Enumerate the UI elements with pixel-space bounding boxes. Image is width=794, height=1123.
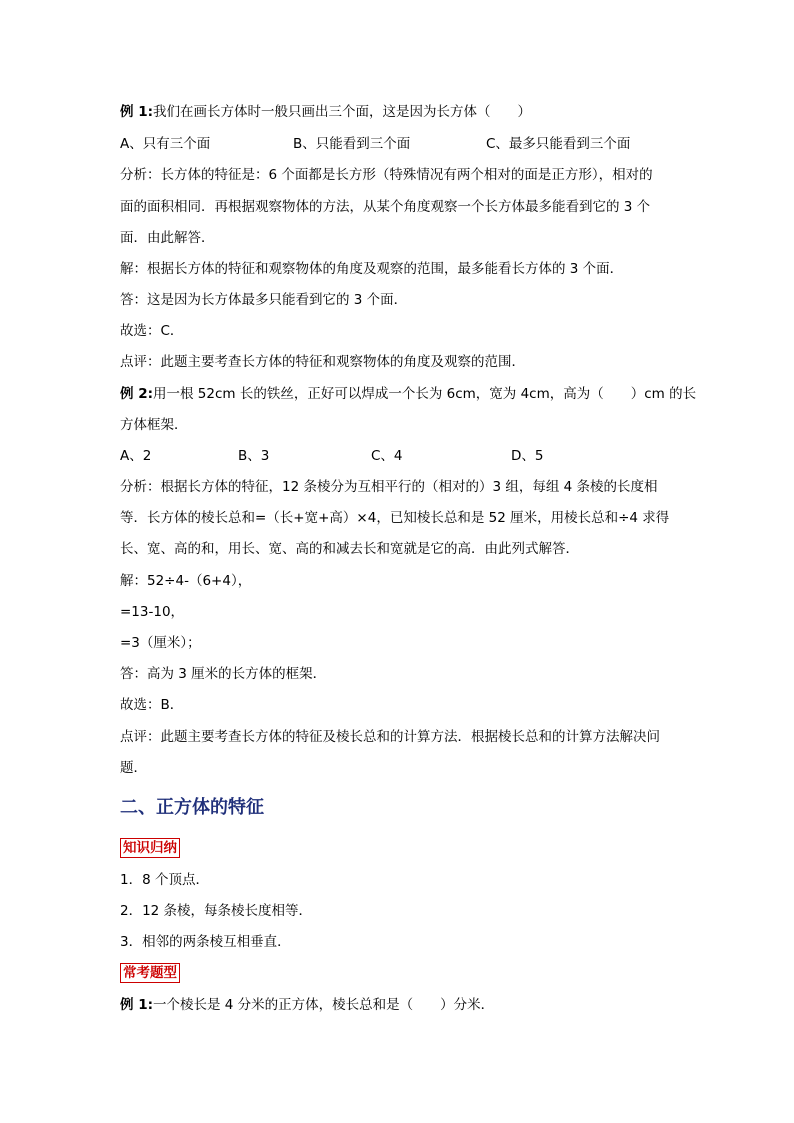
example-label: 例 1: (120, 997, 153, 1013)
question-text-continued: 方体框架． (120, 417, 188, 433)
option-a: A、2 (120, 448, 152, 464)
analysis-line: 面．由此解答． (120, 230, 215, 246)
choice-line: 故选：C． (120, 323, 184, 339)
analysis-line: 面的面积相同．再根据观察物体的方法，从某个角度观察一个长方体最多能看到它的 3 个 (120, 199, 651, 215)
section-2-example-1-question (120, 995, 680, 1015)
option-b: B、3 (238, 448, 270, 464)
analysis-line: 分析：长方体的特征是：6 个面都是长方形（特殊情况有两个相对的面是正方形），相对的 (120, 167, 653, 183)
option-d: D、5 (511, 448, 544, 464)
example-1-question (120, 102, 680, 122)
solution-line: =3（厘米）； (120, 635, 201, 651)
option-c: C、4 (371, 448, 403, 464)
choice-line: 故选：B． (120, 697, 184, 713)
question-text: 用一根 52cm 长的铁丝，正好可以焊成一个长为 6cm，宽为 4cm，高为（ ）cm 的长 (153, 386, 697, 402)
list-item: 2．12 条棱，每条棱长度相等． (120, 903, 313, 919)
question-text: 我们在画长方体时一般只画出三个面，这是因为长方体（ ） (153, 104, 531, 120)
question-text: 一个棱长是 4 分米的正方体，棱长总和是（ ）分米． (153, 997, 495, 1013)
common-questions-tag: 常考题型 (120, 963, 180, 983)
example-label: 例 2: (120, 386, 153, 402)
analysis-line: 分析：根据长方体的特征，12 条棱分为互相平行的（相对的）3 组，每组 4 条棱的长度相 (120, 479, 658, 495)
option-c: C、最多只能看到三个面 (486, 136, 631, 152)
answer-line: 答：这是因为长方体最多只能看到它的 3 个面． (120, 292, 408, 308)
analysis-line: 长、宽、高的和，用长、宽、高的和减去长和宽就是它的高．由此列式解答． (120, 541, 579, 557)
answer-line: 答：高为 3 厘米的长方体的框架． (120, 666, 327, 682)
section-heading: 二、正方体的特征 (120, 797, 264, 818)
solution-line: 解：根据长方体的特征和观察物体的角度及观察的范围，最多能看长方体的 3 个面． (120, 261, 624, 277)
list-item: 3．相邻的两条棱互相垂直． (120, 934, 291, 950)
list-item: 1．8 个顶点． (120, 872, 209, 888)
comment-line: 点评：此题主要考查长方体的特征和观察物体的角度及观察的范围． (120, 354, 525, 370)
analysis-line: 等．长方体的棱长总和=（长+宽+高）×4，已知棱长总和是 52 厘米，用棱长总和÷4 求得 (120, 510, 670, 526)
comment-line: 点评：此题主要考查长方体的特征及棱长总和的计算方法．根据棱长总和的计算方法解决问 (120, 729, 660, 745)
example-2-question (120, 384, 697, 404)
option-b: B、只能看到三个面 (293, 136, 411, 152)
comment-line: 题． (120, 760, 147, 776)
example-label: 例 1: (120, 104, 153, 120)
solution-line: 解：52÷4-（6+4）， (120, 573, 252, 589)
option-a: A、只有三个面 (120, 136, 211, 152)
knowledge-summary-tag: 知识归纳 (120, 838, 180, 858)
solution-line: =13-10， (120, 604, 185, 620)
